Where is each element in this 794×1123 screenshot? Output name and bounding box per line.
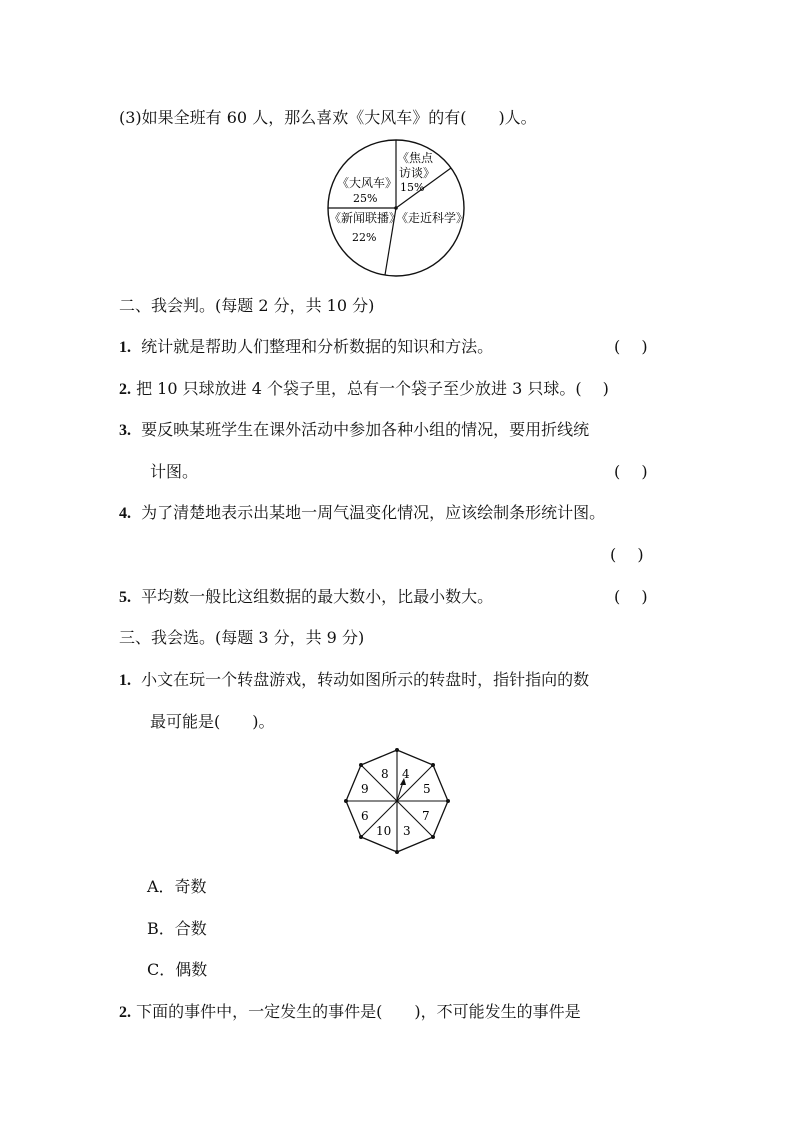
pie-label-jiaodian-pct: 15% xyxy=(400,181,425,194)
judge-item-5-text: 平均数一般比这组数据的最大数小，比最小数大。 xyxy=(141,587,494,606)
pie-label-jiaodian-1: 《焦点 xyxy=(397,151,434,165)
judge-item-4-answer-blank[interactable]: ( ) xyxy=(610,545,644,564)
judge-item-4-number: 4. xyxy=(119,505,131,522)
choice-item-1-text: 小文在玩一个转盘游戏，转动如图所示的转盘时，指针指向的数 xyxy=(141,670,590,689)
spinner-number: 3 xyxy=(403,824,411,838)
pie-label-xinwen: 《新闻联播》 xyxy=(329,211,402,225)
choice-item-2-number: 2. xyxy=(119,1004,131,1021)
judge-item-3-answer-blank[interactable]: ( ) xyxy=(614,462,648,481)
pie-label-zoujin: 《走近科学》 xyxy=(396,211,469,225)
spinner-vertex-dot xyxy=(359,763,363,767)
spinner-number: 5 xyxy=(423,782,431,796)
judge-item-5-answer-blank[interactable]: ( ) xyxy=(614,587,648,606)
choice-option-a[interactable]: A．奇数 xyxy=(147,877,207,896)
spinner-vertex-dot xyxy=(395,748,399,752)
spinner-vertex-dot xyxy=(344,799,348,803)
section-3-heading: 三、我会选。(每题 3 分，共 9 分) xyxy=(119,628,365,647)
spinner-vertex-dot xyxy=(431,835,435,839)
section-2-heading: 二、我会判。(每题 2 分，共 10 分) xyxy=(119,296,375,315)
spinner-number: 10 xyxy=(376,824,392,838)
choice-item-2 xyxy=(119,1002,581,1023)
spinner-vertex-dot xyxy=(446,799,450,803)
spinner-vertex-dot xyxy=(431,763,435,767)
judge-item-5-number: 5. xyxy=(119,589,131,606)
spinner-number: 8 xyxy=(381,767,389,781)
spinner-number: 9 xyxy=(361,782,369,796)
spinner-vertex-dot xyxy=(359,835,363,839)
judge-item-2-number: 2. xyxy=(119,381,131,398)
judge-item-3-text: 要反映某班学生在课外活动中参加各种小组的情况，要用折线统 xyxy=(141,420,590,439)
choice-item-1-number: 1. xyxy=(119,672,131,689)
judge-item-3-number: 3. xyxy=(119,422,131,439)
judge-item-1-number: 1. xyxy=(119,339,131,356)
judge-item-1-text: 统计就是帮助人们整理和分析数据的知识和方法。 xyxy=(141,337,494,356)
judge-item-3-text-cont: 计图。 xyxy=(150,462,199,481)
pie-label-jiaodian-2: 访谈》 xyxy=(399,166,436,180)
choice-item-2-text: 下面的事件中，一定发生的事件是( )，不可能发生的事件是 xyxy=(136,1002,581,1021)
choice-option-b[interactable]: B．合数 xyxy=(147,919,207,938)
pie-label-dafengche-pct: 25% xyxy=(353,192,378,205)
spinner-vertex-dot xyxy=(395,850,399,854)
spinner-number: 7 xyxy=(422,809,430,823)
judge-item-1-answer-blank[interactable]: ( ) xyxy=(614,337,648,356)
pie-label-xinwen-pct: 22% xyxy=(352,231,377,244)
judge-item-4-text: 为了清楚地表示出某地一周气温变化情况，应该绘制条形统计图。 xyxy=(141,503,606,522)
question-3-text: (3)如果全班有 60 人，那么喜欢《大风车》的有( )人。 xyxy=(119,108,537,127)
spinner-number: 4 xyxy=(402,767,410,781)
judge-item-2-text: 把 10 只球放进 4 个袋子里，总有一个袋子至少放进 3 只球。( ) xyxy=(136,379,609,398)
choice-option-c[interactable]: C．偶数 xyxy=(147,960,208,979)
spinner-number: 6 xyxy=(361,809,369,823)
choice-item-1-text-cont: 最可能是( )。 xyxy=(150,712,275,731)
pie-label-dafengche: 《大风车》 xyxy=(337,176,398,190)
